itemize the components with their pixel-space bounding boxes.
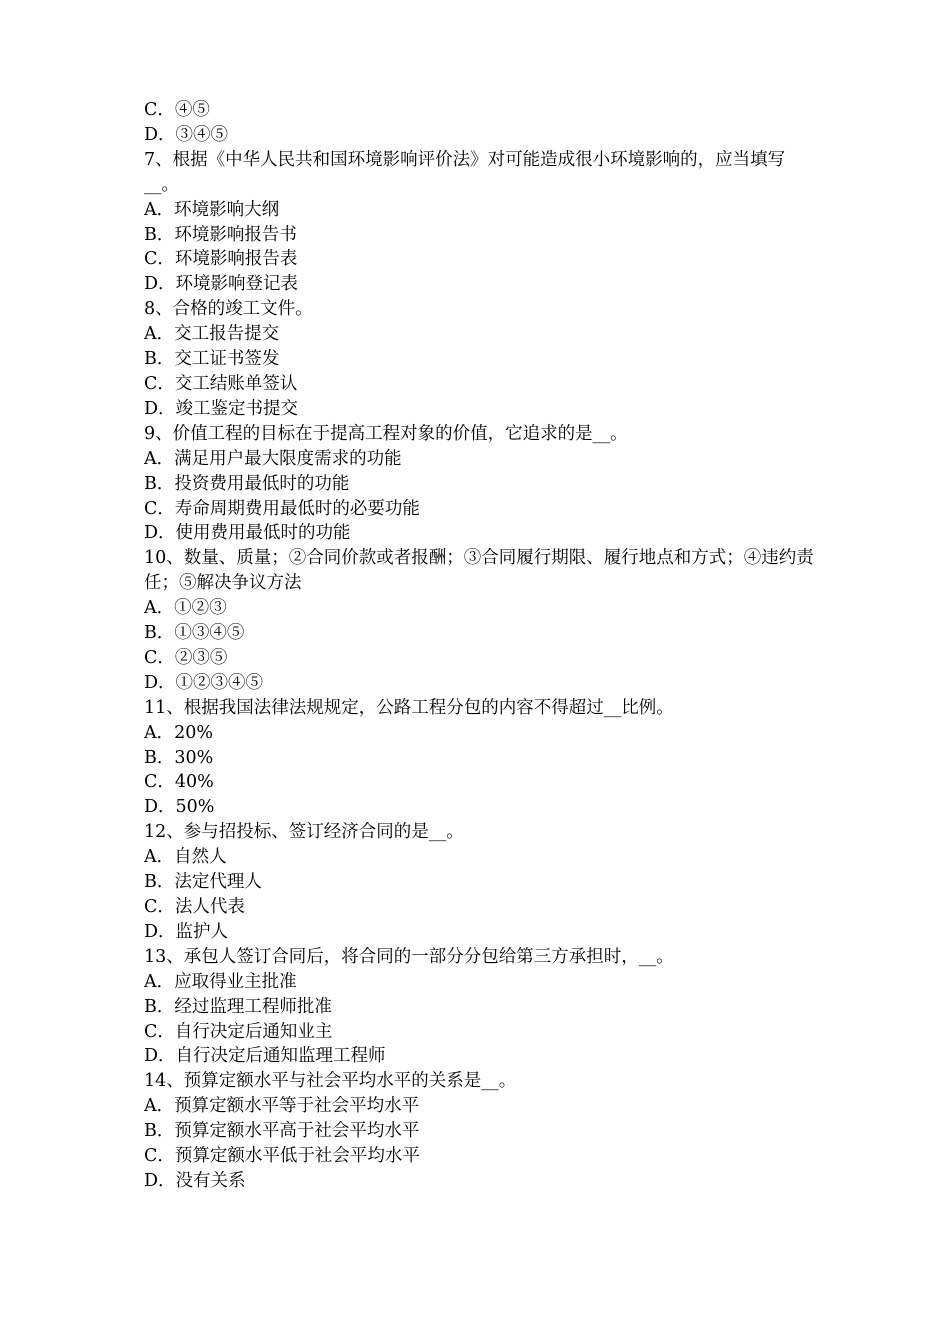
answer-option: A．20% [144, 722, 214, 743]
answer-option: B．法定代理人 [144, 872, 262, 893]
answer-option: C．交工结账单签认 [144, 373, 298, 394]
answer-option: C．自行决定后通知业主 [144, 1021, 333, 1042]
answer-option: B．预算定额水平高于社会平均水平 [144, 1121, 420, 1142]
answer-option: A．环境影响大纲 [144, 199, 280, 220]
answer-option: D．没有关系 [144, 1170, 246, 1191]
answer-option: D．环境影响登记表 [144, 274, 299, 295]
answer-option: A．①②③ [144, 598, 227, 619]
answer-option: B．投资费用最低时的功能 [144, 473, 350, 494]
answer-option: C．预算定额水平低于社会平均水平 [144, 1146, 420, 1167]
answer-option: B．①③④⑤ [144, 623, 245, 644]
question-stem: 7、根据《中华人民共和国环境影响评价法》对可能造成很小环境影响的，应当填写__。 [144, 149, 786, 195]
answer-option: C．②③⑤ [144, 647, 228, 668]
answer-option: D．50% [144, 797, 215, 818]
answer-option: D．监护人 [144, 921, 229, 942]
question-stem: 9、价值工程的目标在于提高工程对象的价值，它追求的是__。 [144, 423, 628, 444]
answer-option: B．经过监理工程师批准 [144, 996, 332, 1017]
answer-option: C．法人代表 [144, 897, 245, 917]
answer-option: C．环境影响报告表 [144, 249, 298, 270]
document-body [144, 98, 816, 1194]
answer-option: B．环境影响报告书 [144, 224, 297, 245]
question-stem: 8、合格的竣工文件。 [144, 299, 313, 320]
answer-option: A．交工报告提交 [144, 324, 280, 345]
answer-option: D．③④⑤ [144, 124, 229, 145]
question-stem: 12、参与招投标、签订经济合同的是__。 [144, 822, 464, 843]
answer-option: A．应取得业主批准 [144, 971, 297, 992]
answer-option: A．预算定额水平等于社会平均水平 [144, 1096, 420, 1117]
answer-option: C．④⑤ [144, 100, 210, 120]
answer-option: C．40% [144, 772, 214, 793]
question-stem: 11、根据我国法律法规规定，公路工程分包的内容不得超过__比例。 [144, 697, 674, 718]
question-stem: 10、数量、质量；②合同价款或者报酬；③合同履行期限、履行地点和方式；④违约责任；⑤解决争议方法 [144, 548, 814, 594]
answer-option: B．30% [144, 747, 214, 768]
answer-option: A．满足用户最大限度需求的功能 [144, 448, 402, 469]
question-stem: 13、承包人签订合同后，将合同的一部分分包给第三方承担时，__。 [144, 946, 674, 967]
answer-option: D．竣工鉴定书提交 [144, 398, 299, 419]
question-stem: 14、预算定额水平与社会平均水平的关系是__。 [144, 1071, 517, 1092]
answer-option: B．交工证书签发 [144, 349, 280, 370]
answer-option: D．①②③④⑤ [144, 672, 264, 693]
answer-option: D．使用费用最低时的功能 [144, 523, 351, 544]
answer-option: C．寿命周期费用最低时的必要功能 [144, 498, 420, 519]
answer-option: A．自然人 [144, 847, 227, 868]
answer-option: D．自行决定后通知监理工程师 [144, 1046, 386, 1067]
